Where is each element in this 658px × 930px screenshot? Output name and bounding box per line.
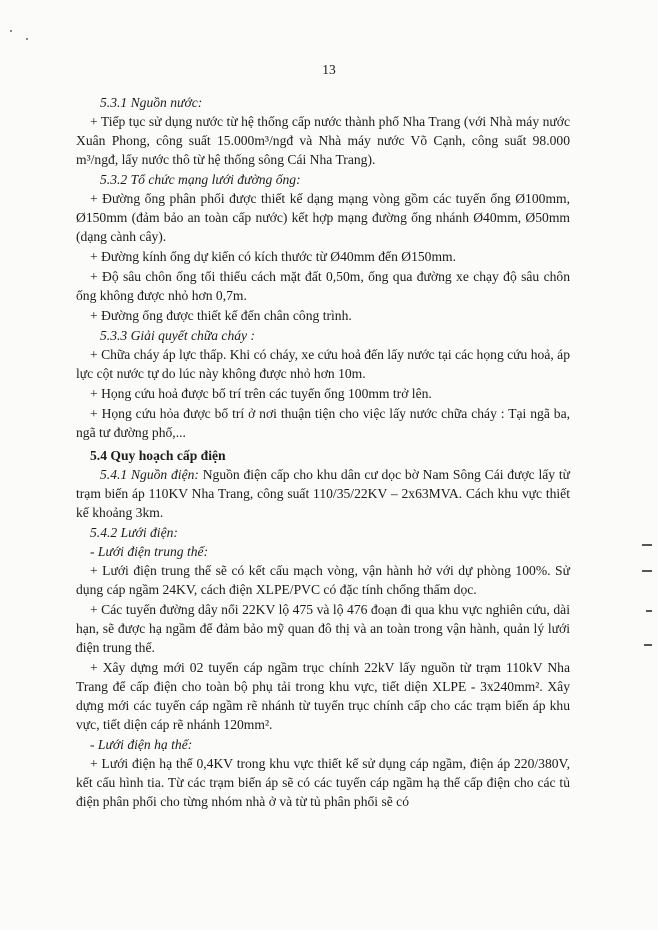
paragraph-lead: 5.4.1 Nguồn điện: [100,467,199,482]
paragraph: + Họng cứu hỏa được bố trí ở nơi thuận tiện cho việc lấy nước chữa cháy : Tại ngã ba, ngã tư đường phố,... [76,406,570,440]
paragraph: + Đường ống phân phối được thiết kế dạng mạng vòng gồm các tuyến ống Ø100mm, Ø150mm (đảm bảo an toàn cấp nước) kết hợp mạng đường ống nhánh Ø40mm, Ø50mm (dạng cành cây). [76,191,570,244]
section-heading: 5.3.3 Giải quyết chữa cháy : [100,328,256,343]
paragraph: + Các tuyến đường dây nổi 22KV lộ 475 và lộ 476 đoạn đi qua khu vực nghiên cứu, dài hạn, sẽ được hạ ngầm để đảm bảo mỹ quan đô thị và an toàn trong vận hành, quản lý lưới điện trung thế. [76,602,570,655]
paragraph: + Tiếp tục sử dụng nước từ hệ thống cấp nước thành phố Nha Trang (với Nhà máy nước Xuân Phong, công suất 15.000m³/ngđ và Nhà máy nước Võ Cạnh, công suất 98.000 m³/ngđ, lấy nước thô từ hệ thống sông Cái Nha Trang). [76,114,570,167]
paragraph: + Họng cứu hoả được bố trí trên các tuyến ống 100mm trở lên. [90,386,432,401]
paragraph-text: Nguồn điện cấp cho khu dân cư dọc bờ Nam Sông Cái được lấy từ trạm biến áp 110KV Nha Trang, công suất 110/35/22KV – 2x63MVA. Cách khu vực thiết kế khoảng 3km. [76,467,570,520]
section-heading: 5.4.2 Lưới điện: [90,525,178,540]
paragraph: + Chữa cháy áp lực thấp. Khi có cháy, xe cứu hoả đến lấy nước tại các họng cứu hoả, áp lực cột nước tự do lúc này không được nhỏ hơn 10m. [76,347,570,381]
section-title: 5.4 Quy hoạch cấp điện [90,448,226,463]
scan-speck [26,38,28,40]
section-heading: 5.3.1 Nguồn nước: [100,95,203,110]
paragraph: + Đường ống được thiết kế đến chân công trình. [90,308,352,323]
paragraph: + Đường kính ống dự kiến có kích thước từ Ø40mm đến Ø150mm. [90,249,457,264]
subsection-label: - Lưới điện trung thế: [90,544,209,559]
paragraph: + Độ sâu chôn ống tối thiểu cách mặt đất 0,50m, ống qua đường xe chạy độ sâu chôn ống không được nhỏ hơn 0,7m. [76,269,570,303]
scan-speck [10,30,12,32]
scan-margin-marks [636,540,652,660]
paragraph: + Xây dựng mới 02 tuyến cáp ngầm trục chính 22kV lấy nguồn từ trạm 110kV Nha Trang để cấp điện cho toàn bộ phụ tải trong khu vực, tiết diện XLPE - 3x240mm². Xây dựng mới các tuyến cáp ngầm rẽ nhánh từ tuyến trục chính cấp cho các trạm biến áp khu vực, tiết diện cáp rẽ nhánh 120mm². [76,660,570,732]
subsection-label: - Lưới điện hạ thế: [90,737,193,752]
paragraph: + Lưới điện hạ thế 0,4KV trong khu vực thiết kế sử dụng cáp ngầm, điện áp 220/380V, kết cấu hình tia. Từ các trạm biến áp sẽ có các tuyến cáp ngầm hạ thế cấp điện cho các tủ điện phân phối cho từng nhóm nhà ở và từ tủ phân phối sẽ có [76,756,570,809]
page-number: 13 [322,62,336,77]
section-heading: 5.3.2 Tổ chức mạng lưới đường ống: [100,172,301,187]
paragraph: + Lưới điện trung thế sẽ có kết cấu mạch vòng, vận hành hở với dự phòng 100%. Sử dụng cáp ngầm 24KV, cách điện XLPE/PVC có đặc tính chống thấm dọc. [76,563,570,597]
document-body [76,92,570,812]
paragraph [76,465,570,522]
